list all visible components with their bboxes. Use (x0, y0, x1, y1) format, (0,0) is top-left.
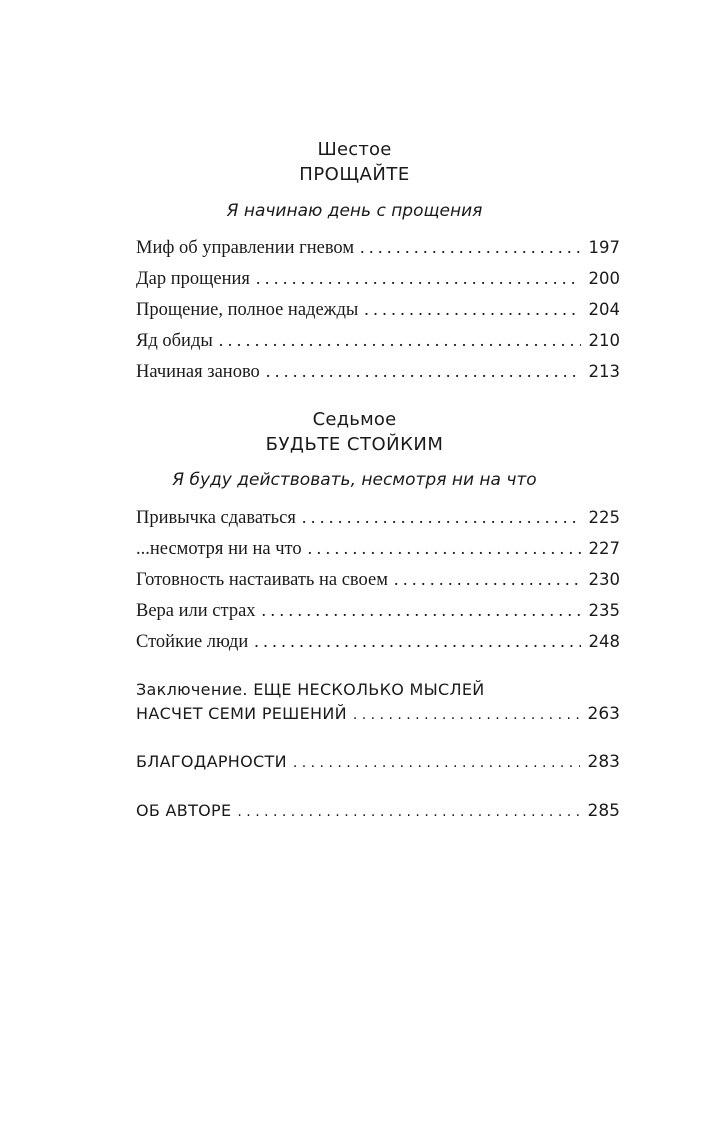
toc-entry[interactable] (136, 330, 620, 354)
part-subtitle: Я начинаю день с прощения (226, 201, 483, 221)
toc-entry-about[interactable] (136, 801, 620, 825)
toc-entry[interactable] (136, 569, 620, 593)
toc-entry[interactable] (136, 631, 620, 655)
dot-leader (266, 361, 581, 382)
dot-leader (364, 299, 580, 320)
dot-leader (360, 237, 580, 258)
dot-leader (353, 707, 580, 723)
toc-entry-page: 204 (588, 300, 620, 319)
toc-entry-page: 227 (588, 539, 620, 558)
toc-entry-page: 225 (588, 508, 620, 527)
toc-entry[interactable] (136, 538, 620, 562)
toc-entry-title: ОБ АВТОРЕ (136, 801, 232, 820)
toc-entry-title: Готовность настаивать на своем (136, 570, 388, 590)
part-title: ПРОЩАЙТЕ (299, 164, 410, 185)
dot-leader (254, 631, 580, 652)
dot-leader (394, 569, 581, 590)
toc-entry[interactable] (136, 299, 620, 323)
toc-entry-title: Миф об управлении гневом (136, 238, 355, 258)
toc-entry-page: 248 (588, 632, 620, 651)
toc-entry-title: Прощение, полное надежды (136, 300, 359, 320)
toc-entry-page: 285 (587, 801, 620, 821)
toc-entry-page: 235 (588, 601, 620, 620)
toc-entry[interactable] (136, 507, 620, 531)
toc-entry-acknowledgements[interactable] (136, 752, 620, 776)
toc-entry-page: 197 (588, 238, 620, 257)
toc-entry-page: 200 (588, 269, 620, 288)
toc-entry-page: 283 (587, 752, 620, 772)
toc-entry-title: Начиная заново (136, 362, 260, 382)
dot-leader (219, 330, 581, 351)
dot-leader (262, 600, 581, 621)
toc-entry-page: 213 (588, 362, 620, 381)
dot-leader (237, 804, 579, 820)
toc-entry-page: 230 (588, 570, 620, 589)
toc-entry-title: БЛАГОДАРНОСТИ (136, 752, 287, 771)
part-title: БУДЬТЕ СТОЙКИМ (265, 434, 444, 455)
toc-entry-title: Дар прощения (136, 269, 250, 289)
toc-entry-title: Яд обиды (136, 331, 213, 351)
toc-entry-page: 263 (587, 704, 620, 724)
toc-entry-title: Вера или страх (136, 601, 256, 621)
conclusion-title-line1[interactable]: Заключение. ЕЩЕ НЕСКОЛЬКО МЫСЛЕЙ (136, 680, 485, 699)
conclusion-title-line2: НАСЧЕТ СЕМИ РЕШЕНИЙ (136, 704, 347, 723)
part-label: Седьмое (312, 409, 397, 430)
toc-entry-conclusion[interactable] (136, 704, 620, 728)
toc-entry[interactable] (136, 600, 620, 624)
part-subtitle: Я буду действовать, несмотря ни на что (172, 470, 537, 490)
dot-leader (302, 507, 581, 528)
dot-leader (293, 755, 580, 771)
dot-leader (256, 268, 581, 289)
toc-entry[interactable] (136, 237, 620, 261)
toc-entry-page: 210 (588, 331, 620, 350)
part-label: Шестое (317, 139, 392, 160)
toc-entry-title: ...несмотря ни на что (136, 539, 302, 559)
dot-leader (308, 538, 581, 559)
toc-entry-title: Стойкие люди (136, 632, 249, 652)
toc-entry[interactable] (136, 268, 620, 292)
toc-entry-title: Привычка сдаваться (136, 508, 296, 528)
toc-entry[interactable] (136, 361, 620, 385)
